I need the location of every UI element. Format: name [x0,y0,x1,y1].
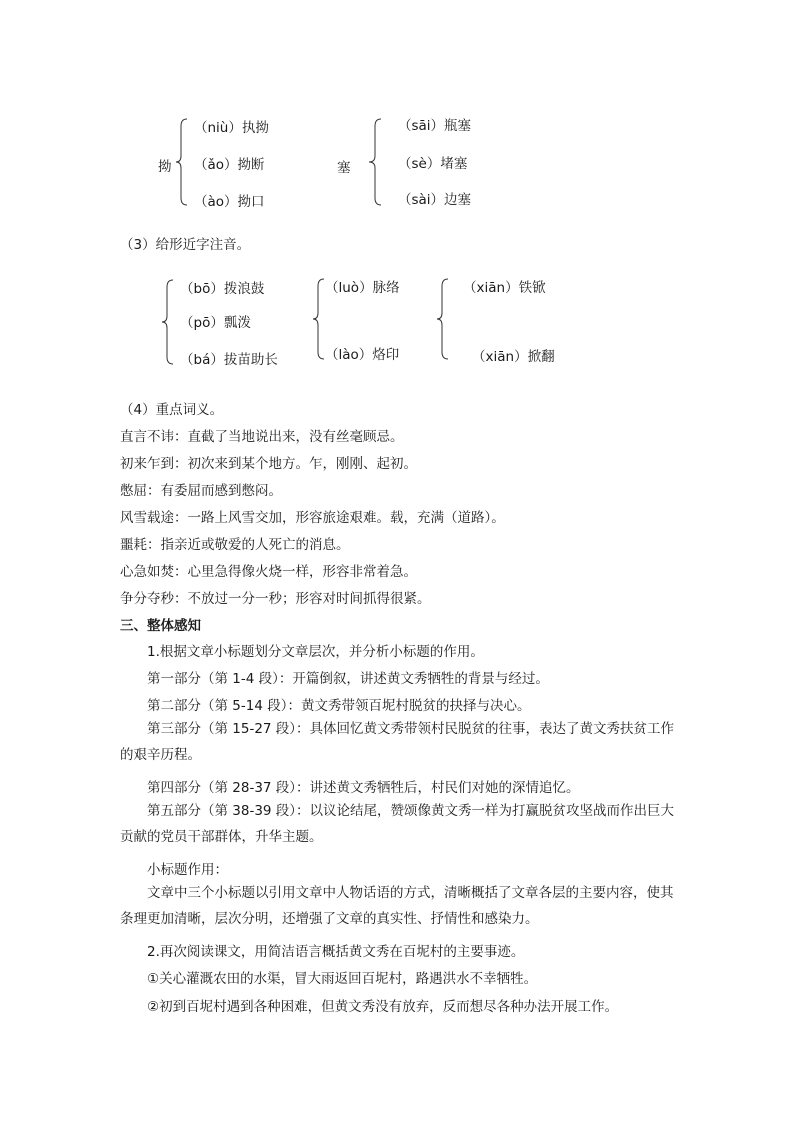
brace-ao [175,118,189,206]
definition-item: 直言不讳：直截了当地说出来，没有丝毫顾忌。 [120,429,404,445]
part-item: 第三部分（第 15-27 段）：具体回忆黄文秀带领村民脱贫的往事，表达了黄文秀扶贫工作的艰辛历程。 [120,721,675,763]
luo-item-1: （luò）脉络 [325,280,400,296]
section3-title: （3）给形近字注音。 [120,237,251,253]
deed-item: ②初到百坭村遇到各种困难，但黄文秀没有放弃，反而想尽各种办法开展工作。 [147,999,619,1015]
brace-bo [161,279,175,365]
xian-item-1: （xiān）铁锨 [463,280,546,296]
luo-item-2: （lào）烙印 [325,347,400,363]
definition-item: 争分夺秒：不放过一分一秒；形容对时间抓得很紧。 [120,591,431,607]
bo-item-1: （bō）拨浪鼓 [180,281,265,297]
bo-item-3: （bá）拔苗助长 [180,352,278,368]
definition-item: 憋屈：有委屈而感到憋闷。 [120,483,282,499]
definition-item: 噩耗：指亲近或敬爱的人死亡的消息。 [120,537,350,553]
sai-item-3: （sài）边塞 [398,192,472,208]
question-2: 2.再次阅读课文，用简洁语言概括黄文秀在百坭村的主要事迹。 [147,944,525,960]
part-item: 第二部分（第 5-14 段）：黄文秀带领百坭村脱贫的抉择与决心。 [147,698,531,714]
definition-item: 风雪载途：一路上风雪交加，形容旅途艰难。载，充满（道路）。 [120,510,505,526]
question-1: 1.根据文章小标题划分文章层次，并分析小标题的作用。 [147,644,484,660]
sai-item-2: （sè）堵塞 [398,156,468,172]
part-item: 第五部分（第 38-39 段）：以议论结尾，赞颂像黄文秀一样为打赢脱贫攻坚战而作出巨大贡献的党员干部群体，升华主题。 [120,803,675,845]
subtitle-text: 文章中三个小标题以引用文章中人物话语的方式，清晰概括了文章各层的主要内容，使其条理更加清晰，层次分明，还增强了文章的真实性、抒情性和感染力。 [120,885,674,927]
bo-item-2: （pō）瓢泼 [180,315,251,331]
section4-title: （4）重点词义。 [120,402,224,418]
part-item: 第一部分（第 1-4 段）：开篇倒叙，讲述黄文秀牺牲的背景与经过。 [147,671,549,687]
ao-item-2: （ǎo）拗断 [194,157,265,173]
definition-item: 初来乍到：初次来到某个地方。乍，刚刚、起初。 [120,456,417,472]
deed-item: ①关心灌溉农田的水渠，冒大雨返回百坭村，路遇洪水不幸牺牲。 [147,971,538,987]
sai-item-1: （sāi）瓶塞 [398,118,472,134]
ao-item-1: （niù）执拗 [194,120,269,136]
section-heading: 三、整体感知 [120,618,201,634]
ao-item-3: （ào）拗口 [194,194,265,210]
xian-item-2: （xiān）掀翻 [472,349,555,365]
brace-sai [368,118,384,206]
brace-luo [312,278,326,360]
definition-item: 心急如焚：心里急得像火烧一样，形容非常着急。 [120,564,417,580]
sai-char: 塞 [337,160,351,176]
brace-xian [436,278,450,360]
ao-char: 拗 [158,159,172,175]
part-item: 第四部分（第 28-37 段）：讲述黄文秀牺牲后，村民们对她的深情追忆。 [147,780,580,796]
subtitle-label: 小标题作用： [147,862,228,878]
